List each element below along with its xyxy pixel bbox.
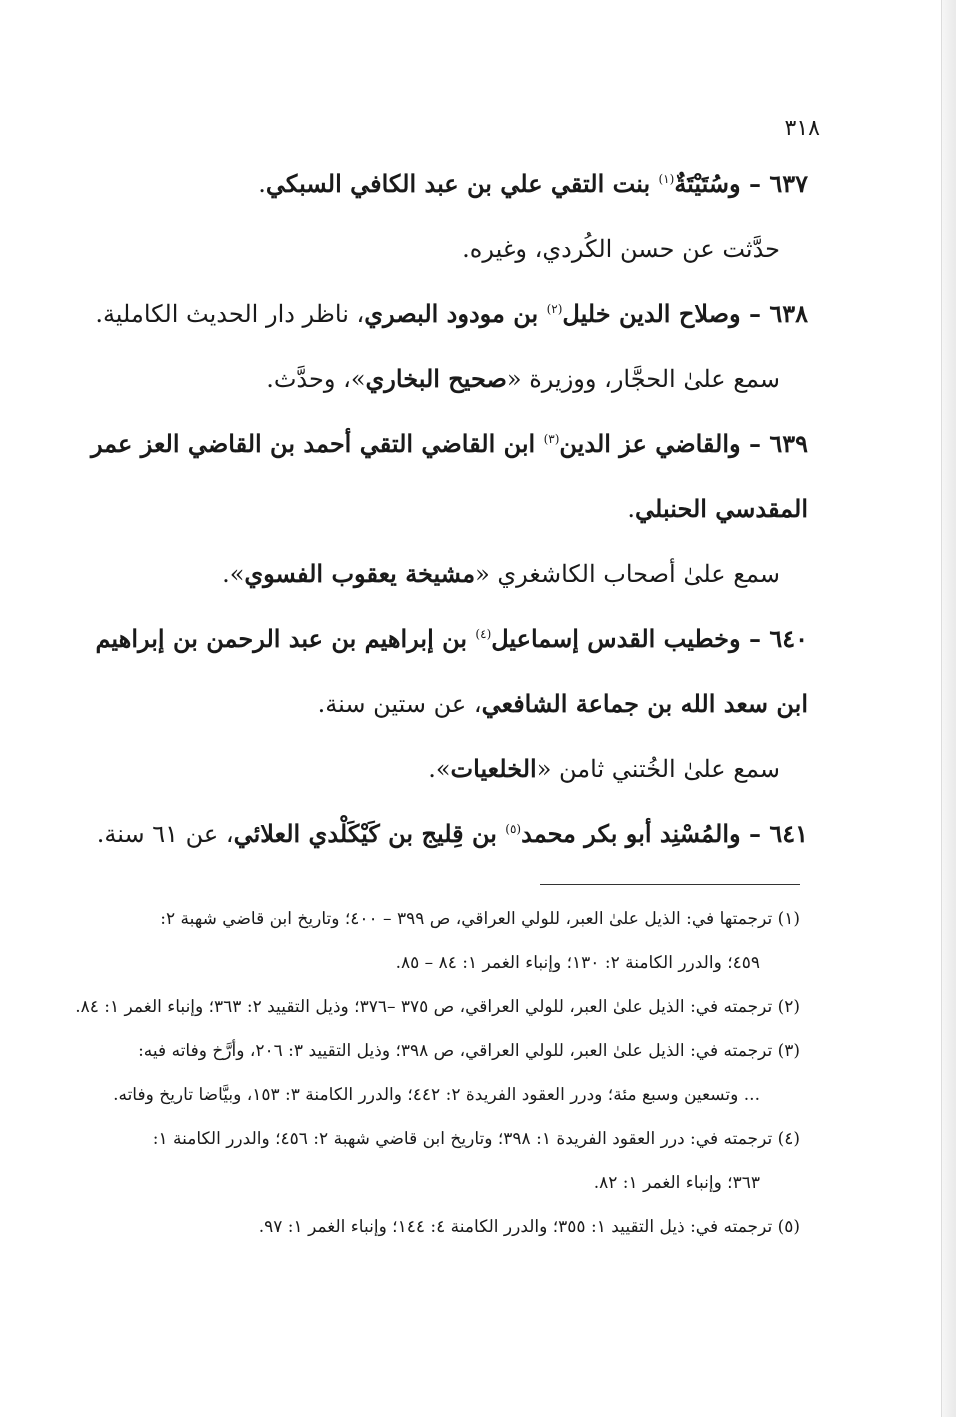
text-run: »، وحدَّث. bbox=[266, 365, 366, 393]
footnote-line: ٣٦٣؛ وإنباء الغمر ١: ٨٢. bbox=[593, 1173, 760, 1193]
entry-line bbox=[88, 363, 808, 395]
footnote-reference: (٤) bbox=[475, 627, 492, 641]
bold-text: ابن سعد الله بن جماعة الشافعي bbox=[481, 689, 808, 718]
text-run: . bbox=[258, 170, 266, 198]
text-run: . bbox=[627, 495, 636, 523]
footnote-line: (٥) ترجمته في: ذيل التقييد ١: ٣٥٥؛ والدرر الكامنة ٤: ١٤٤؛ وإنباء الغمر ١: ٩٧. bbox=[258, 1217, 800, 1237]
bold-text: بن مودود البصري bbox=[364, 299, 547, 328]
text-run: سمع علىٰ الخُتني ثامن « bbox=[536, 755, 780, 783]
entry-heading-line bbox=[88, 818, 808, 850]
bold-text: بنت التقي علي بن عبد الكافي السبكي bbox=[265, 169, 659, 198]
footnote-line: (٣) ترجمته في: الذيل علىٰ العبر، للولي العراقي، ص ٣٩٨؛ وذيل التقييد ٣: ٢٠٦، وأرَّخ وفاته فيه: bbox=[138, 1041, 800, 1061]
footnote-reference: (١) bbox=[658, 172, 675, 186]
footnote-reference: (٣) bbox=[543, 432, 560, 446]
bold-text: وسُتَيْتَةٌ bbox=[674, 169, 741, 198]
footnote-line: ٤٥٩؛ والدرر الكامنة ٢: ١٣٠؛ وإنباء الغمر ١: ٨٤ – ٨٥. bbox=[395, 953, 760, 973]
entry-line bbox=[88, 493, 808, 525]
entry-line bbox=[88, 753, 808, 785]
footnote-divider bbox=[540, 884, 800, 885]
entry-number: ٦٣٨ – bbox=[740, 299, 808, 328]
text-run: ، عن ستين سنة. bbox=[317, 690, 482, 718]
footnote-line: (١) ترجمتها في: الذيل علىٰ العبر، للولي العراقي، ص ٣٩٩ – ٤٠٠؛ وتاريخ ابن قاضي شهبة ٢: bbox=[160, 909, 800, 929]
footnote-line: (٤) ترجمته في: درر العقود الفريدة ١: ٣٩٨؛ وتاريخ ابن قاضي شهبة ٢: ٤٥٦؛ والدرر الكامنة ١: bbox=[152, 1129, 800, 1149]
text-run: سمع علىٰ الحجَّار، ووزيرة « bbox=[506, 365, 780, 393]
entry-number: ٦٤١ – bbox=[740, 819, 808, 848]
bold-text: والمُسْنِد أبو بكر محمد bbox=[521, 819, 741, 848]
entry-heading-line bbox=[88, 168, 808, 200]
entry-number: ٦٤٠ – bbox=[740, 624, 808, 653]
text-run: حدَّثت عن حسن الكُردي، وغيره. bbox=[462, 235, 780, 263]
bold-text: بن قِليج بن كَيْكَلْدي العلائي bbox=[233, 819, 506, 848]
footnote-reference: (٢) bbox=[546, 302, 563, 316]
entry-heading-line bbox=[88, 298, 808, 330]
bold-text: وخطيب القدس إسماعيل bbox=[491, 624, 741, 653]
bold-text: مشيخة يعقوب الفسوي bbox=[244, 559, 476, 588]
footnote-line: (٢) ترجمته في: الذيل علىٰ العبر، للولي العراقي، ص ٣٧٥ –٣٧٦؛ وذيل التقييد ٢: ٣٦٣؛ وإنباء الغمر ١: ٨٤. bbox=[75, 997, 800, 1017]
entry-line bbox=[88, 688, 808, 720]
bold-text: الخلعيات bbox=[450, 754, 537, 783]
bold-text: ابن القاضي التقي أحمد بن القاضي العز عمر bbox=[90, 429, 544, 458]
entry-line bbox=[88, 233, 808, 265]
entry-number: ٦٣٧ – bbox=[740, 169, 808, 198]
text-run: سمع علىٰ أصحاب الكاشغري « bbox=[475, 560, 780, 588]
entry-number: ٦٣٩ – bbox=[740, 429, 808, 458]
text-run: ». bbox=[428, 755, 451, 783]
bold-text: المقدسي الحنبلي bbox=[635, 494, 808, 523]
page-edge bbox=[941, 0, 956, 1417]
bold-text: صحيح البخاري bbox=[365, 364, 507, 393]
entry-line bbox=[88, 558, 808, 590]
entry-heading-line bbox=[88, 623, 808, 655]
bold-text: والقاضي عز الدين bbox=[559, 429, 741, 458]
main-text bbox=[88, 168, 808, 883]
bold-text: وصلاح الدين خليل bbox=[562, 299, 741, 328]
footnote-reference: (٥) bbox=[505, 822, 522, 836]
entry-heading-line bbox=[88, 428, 808, 460]
footnotes bbox=[75, 906, 800, 1258]
text-run: ، عن ٦١ سنة. bbox=[96, 820, 234, 848]
page-number: ٣١٨ bbox=[784, 116, 820, 141]
footnote-line: ... وتسعين وسبع مئة؛ ودرر العقود الفريدة ٢: ٤٤٢؛ والدرر الكامنة ٣: ١٥٣، وبيَّاضا تاريخ وفاته. bbox=[113, 1085, 760, 1105]
text-run: ». bbox=[222, 560, 245, 588]
text-run: ، ناظر دار الحديث الكاملية. bbox=[95, 300, 365, 328]
bold-text: بن إبراهيم بن عبد الرحمن بن إبراهيم bbox=[95, 624, 476, 653]
